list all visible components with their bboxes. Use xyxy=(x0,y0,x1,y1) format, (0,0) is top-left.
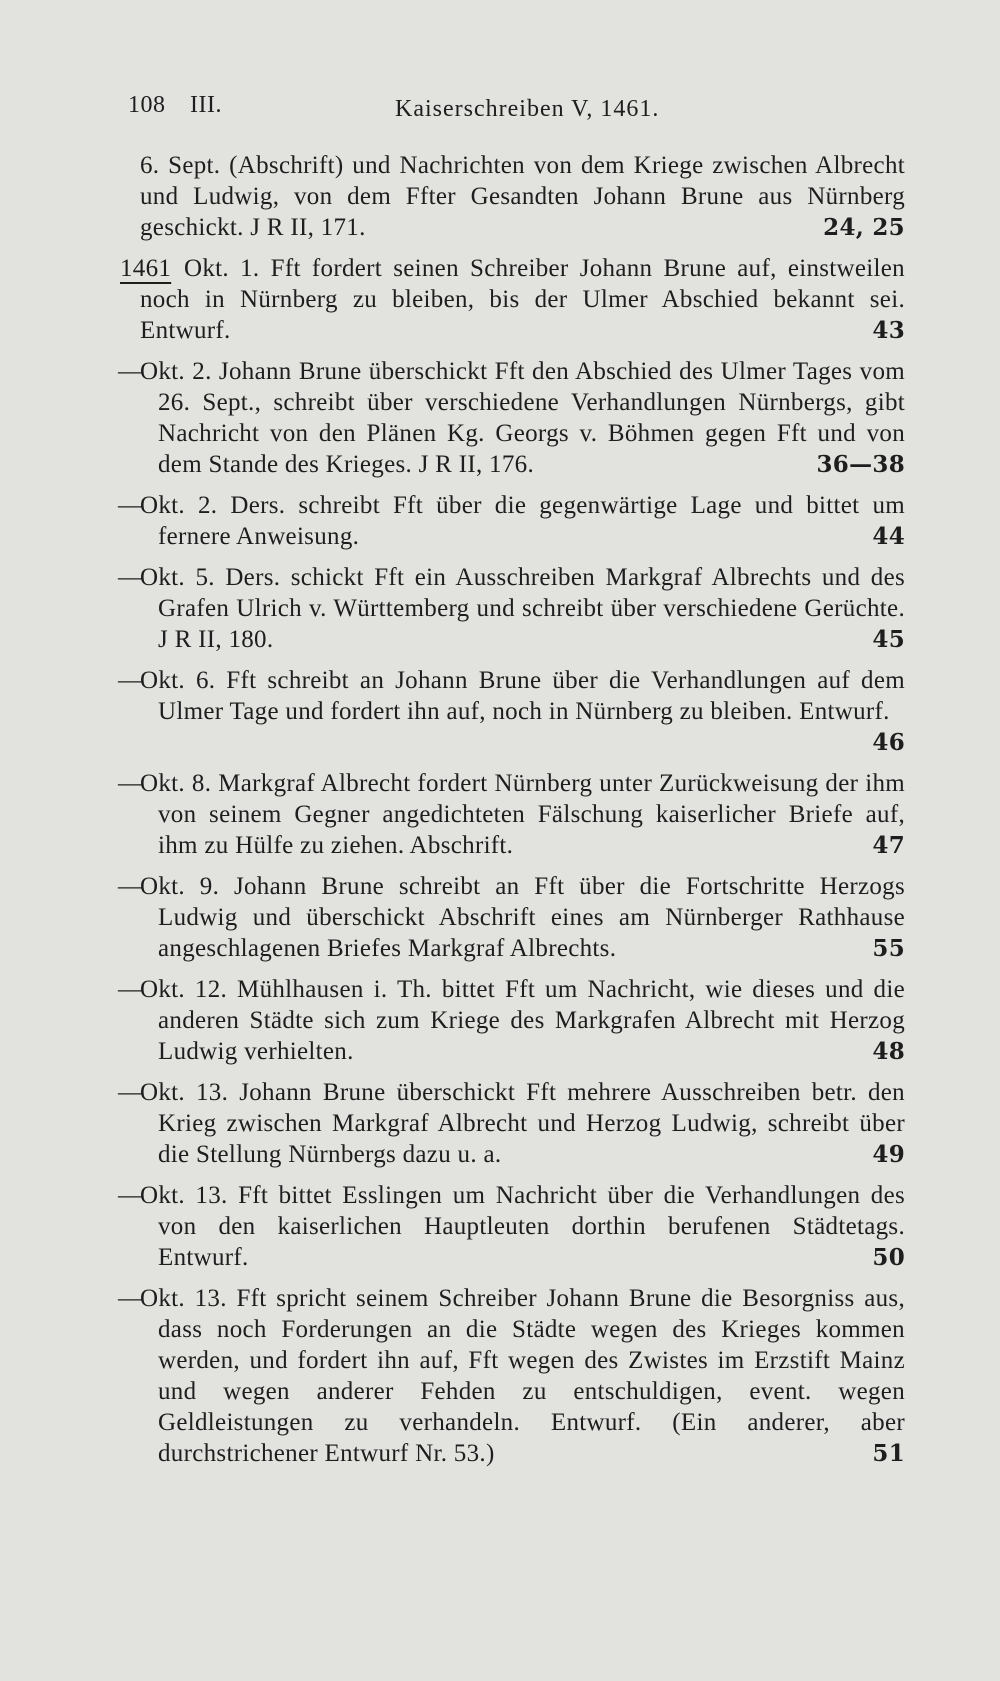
document-numbers: 51 xyxy=(872,1440,905,1467)
entry-text: Okt. 12. Mühlhausen i. Th. bittet Fft um Nachricht, wie dieses und die anderen Städte sich zum Kriege des Markgrafen Albrecht mit Herzog Ludwig verhielten. xyxy=(140,976,905,1065)
ditto-dash: — xyxy=(118,1079,144,1106)
ditto-dash: — xyxy=(118,492,144,519)
list-item xyxy=(118,490,905,552)
entry-text: Okt. 8. Markgraf Albrecht fordert Nürnberg unter Zurückweisung der ihm von seinem Gegner angedichteten Fälschung kaiserlicher Briefe auf, ihm zu Hülfe zu ziehen. Abschrift. xyxy=(140,770,905,859)
list-item xyxy=(118,768,905,861)
list-item xyxy=(118,974,905,1067)
page-number: 108 xyxy=(128,92,166,118)
list-item xyxy=(118,1077,905,1170)
list-item xyxy=(118,356,905,480)
entry-text: Okt. 13. Fft spricht seinem Schreiber Johann Brune die Besorgniss aus, dass noch Forderungen an die Städte wegen des Krieges kommen werden, und fordert ihn auf, Fft wegen des Zwistes im Erzstift Mainz und wegen anderer Fehden zu entschuldigen, event. wegen Geldleistungen zu verhandeln. Entwurf. (Ein anderer, aber durchstrichener Entwurf Nr. 53.) xyxy=(140,1285,905,1467)
document-numbers: 48 xyxy=(872,1038,905,1065)
ditto-dash: — xyxy=(118,1285,144,1312)
ditto-dash: — xyxy=(118,358,144,385)
entry-text: Okt. 13. Fft bittet Esslingen um Nachricht über die Verhandlungen des von den kaiserlichen Hauptleuten dorthin berufenen Städtetags. Entwurf. xyxy=(140,1182,905,1271)
list-item xyxy=(118,871,905,964)
document-numbers: 50 xyxy=(872,1244,905,1271)
list-item xyxy=(118,562,905,655)
document-numbers: 36—38 xyxy=(816,451,905,478)
ditto-dash: — xyxy=(118,976,144,1003)
entry-year: 1461 xyxy=(120,255,172,282)
list-item xyxy=(120,253,905,346)
list-item xyxy=(118,1180,905,1273)
section-number: III. xyxy=(190,92,222,118)
document-numbers: 49 xyxy=(872,1141,905,1168)
list-item xyxy=(118,1283,905,1469)
document-numbers: 44 xyxy=(872,523,905,550)
list-item xyxy=(140,150,905,243)
entry-text: Okt. 2. Johann Brune überschickt Fft den Abschied des Ulmer Tages vom 26. Sept., schreibt über verschiedene Verhandlungen Nürnbergs, gibt Nachricht von den Plänen Kg. Georgs v. Böhmen gegen Fft und von dem Stande des Krieges. J R II, 176. xyxy=(140,358,905,478)
document-numbers: 45 xyxy=(872,626,905,653)
document-numbers: 43 xyxy=(872,317,905,344)
document-numbers: 55 xyxy=(872,935,905,962)
ditto-dash: — xyxy=(118,873,144,900)
entry-text: 6. Sept. (Abschrift) und Nachrichten von dem Kriege zwischen Albrecht und Ludwig, von dem Ffter Gesandten Johann Brune aus Nürnberg geschickt. J R II, 171. xyxy=(140,152,905,241)
ditto-dash: — xyxy=(118,564,144,591)
entry-text: Okt. 1. Fft fordert seinen Schreiber Johann Brune auf, einstweilen noch in Nürnberg zu bleiben, bis der Ulmer Abschied bekannt sei. Entwurf. xyxy=(140,255,905,344)
ditto-dash: — xyxy=(118,1182,144,1209)
entry-text: Okt. 5. Ders. schickt Fft ein Ausschreiben Markgraf Albrechts und des Grafen Ulrich v. Württemberg und schreibt über verschiedene Gerüchte. J R II, 180. xyxy=(140,564,905,653)
document-numbers: 46 xyxy=(872,729,905,756)
entry-text: Okt. 13. Johann Brune überschickt Fft mehrere Ausschreiben betr. den Krieg zwischen Markgraf Albrecht und Herzog Ludwig, schreibt über die Stellung Nürnbergs dazu u. a. xyxy=(140,1079,905,1168)
running-title: Kaiserschreiben V, 1461. xyxy=(395,96,660,122)
entry-text: Okt. 2. Ders. schreibt Fft über die gegenwärtige Lage und bittet um fernere Anweisung. xyxy=(140,492,905,550)
entry-list xyxy=(0,150,1000,1469)
entry-text: Okt. 9. Johann Brune schreibt an Fft über die Fortschritte Herzogs Ludwig und überschickt Abschrift eines am Nürnberger Rathhause angeschlagenen Briefes Markgraf Albrechts. xyxy=(140,873,905,962)
document-numbers: 24, 25 xyxy=(823,214,905,241)
ditto-dash: — xyxy=(118,667,144,694)
running-header xyxy=(0,92,1000,132)
ditto-dash: — xyxy=(118,770,144,797)
entry-text: Okt. 6. Fft schreibt an Johann Brune über die Verhandlungen auf dem Ulmer Tage und fordert ihn auf, noch in Nürnberg zu bleiben. Entwurf. xyxy=(140,667,905,725)
list-item xyxy=(118,665,905,758)
document-numbers: 47 xyxy=(872,832,905,859)
